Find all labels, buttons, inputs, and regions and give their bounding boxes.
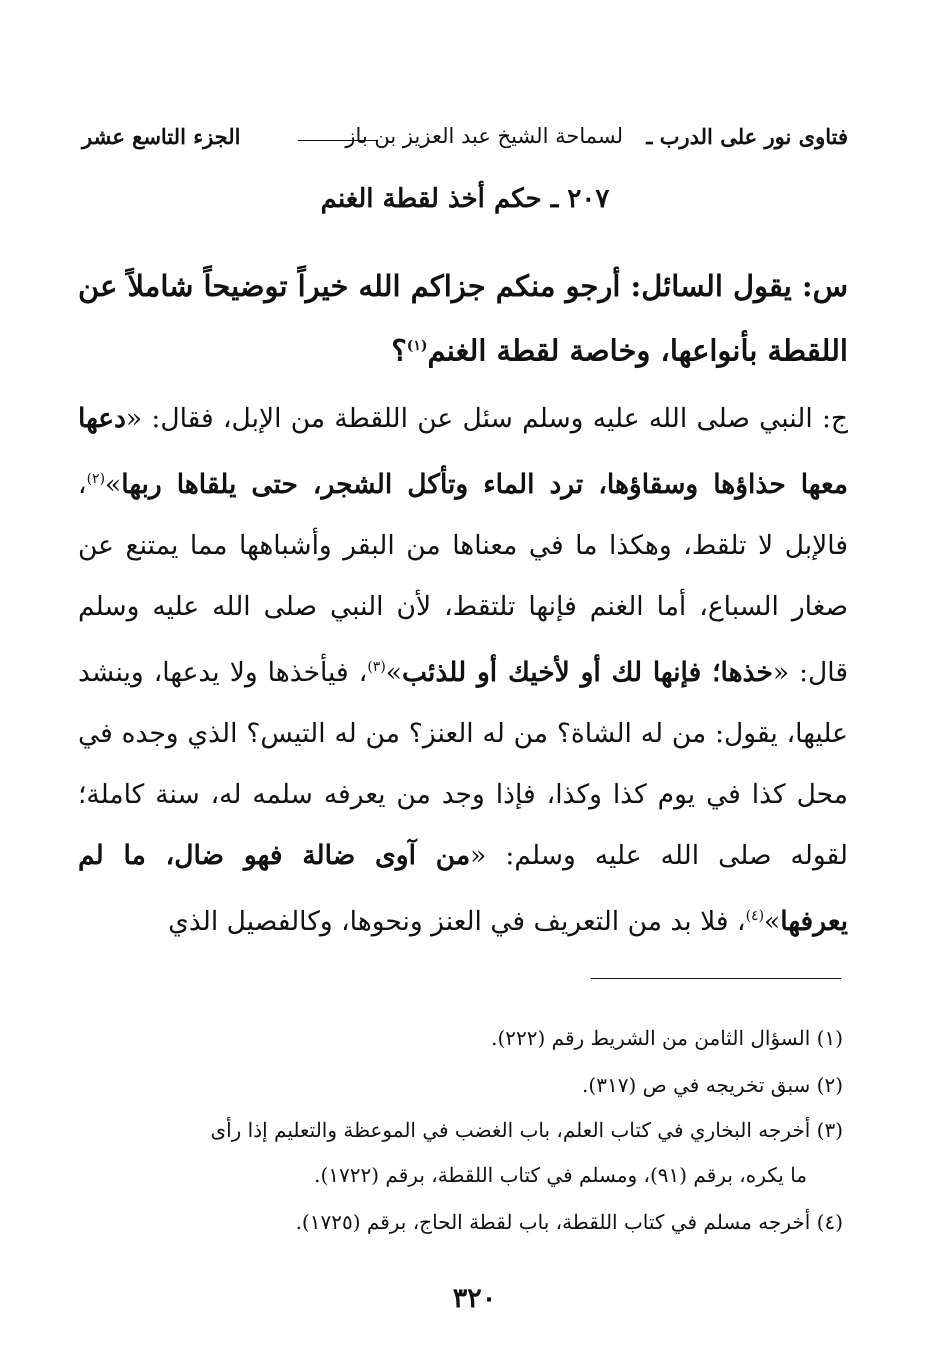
answer-text-4: » bbox=[385, 656, 402, 688]
answer-text-5: ، فيأخذها ولا يدعها، وينشد عليها، يقول: من له الشاة؟ من له العنز؟ من له التيس؟ الذي وجده في محل كذا في يوم كذا وكذا، فإذا وجد من يعرفه سلمه له، سنة كاملة؛ لقوله صلى الله عليه وسلم: « bbox=[78, 656, 848, 871]
footnote-1: (١) السؤال الثامن من الشريط رقم (٢٢٢). bbox=[491, 1026, 843, 1050]
answer-text-1: ج: النبي صلى الله عليه وسلم سئل عن اللقطة من الإبل، فقال: « bbox=[125, 403, 848, 434]
header-book-title: فتاوى نور على الدرب ـ bbox=[646, 124, 848, 149]
hadith-1: دعها معها حذاؤها وسقاؤها، ترد الماء وتأكل الشجر، حتى يلقاها ربها bbox=[78, 403, 848, 500]
hadith-2: خذها؛ فإنها لك أو لأخيك أو للذئب bbox=[402, 656, 773, 688]
answer-text-6: » bbox=[764, 905, 781, 937]
footnote-3 bbox=[78, 1108, 843, 1198]
answer-text-7: ، فلا بد من التعريف في العنز ونحوها، وكالفصيل الذي bbox=[168, 905, 746, 937]
answer-text-3: ، فالإبل لا تلقط، وهكذا ما في معناها من البقر وأشباهها مما يمتنع عن صغار السباع، أما الغنم فإنها تلتقط، لأن النبي صلى الله عليه وسلم قال: « bbox=[78, 468, 849, 688]
section-title: ٢٠٧ ـ حكم أخذ لقطة الغنم bbox=[320, 184, 610, 214]
question-end: ؟ bbox=[391, 333, 407, 368]
page-number: ٣٢٠ bbox=[452, 1283, 497, 1314]
footnote-ref-2: (٢) bbox=[86, 471, 106, 487]
footnote-ref-3: (٣) bbox=[367, 658, 386, 675]
question-paragraph bbox=[78, 256, 848, 381]
question-text: س: يقول السائل: أرجو منكم جزاكم الله خيراً توضيحاً شاملاً عن اللقطة بأنواعها، وخاصة لقطة الغنم bbox=[78, 269, 848, 368]
answer-paragraph bbox=[78, 388, 848, 951]
header-author: لسماحة الشيخ عبد العزيز بن باز bbox=[345, 124, 623, 148]
footnote-ref-4: (٤) bbox=[745, 907, 765, 924]
footnote-2: (٢) سبق تخريجه في ص (٣١٧). bbox=[582, 1073, 843, 1097]
footnote-ref-1: (١) bbox=[406, 338, 428, 354]
header-volume: الجزء التاسع عشر bbox=[82, 124, 241, 149]
footnote-3-line-2: ما يكره، برقم (٩١)، ومسلم في كتاب اللقطة، برقم (١٧٢٢). bbox=[314, 1163, 807, 1187]
footnote-separator bbox=[591, 978, 841, 979]
running-header bbox=[82, 118, 848, 158]
footnote-3-line-1: (٣) أخرجه البخاري في كتاب العلم، باب الغضب في الموعظة والتعليم إذا رأى bbox=[210, 1118, 843, 1142]
answer-text-2: » bbox=[105, 468, 122, 500]
header-rule bbox=[298, 140, 378, 141]
footnote-4: (٤) أخرجه مسلم في كتاب اللقطة، باب لقطة الحاج، برقم (١٧٢٥). bbox=[295, 1210, 843, 1234]
hadith-3: من آوى ضالة فهو ضال، ما لم يعرفها bbox=[78, 839, 848, 937]
